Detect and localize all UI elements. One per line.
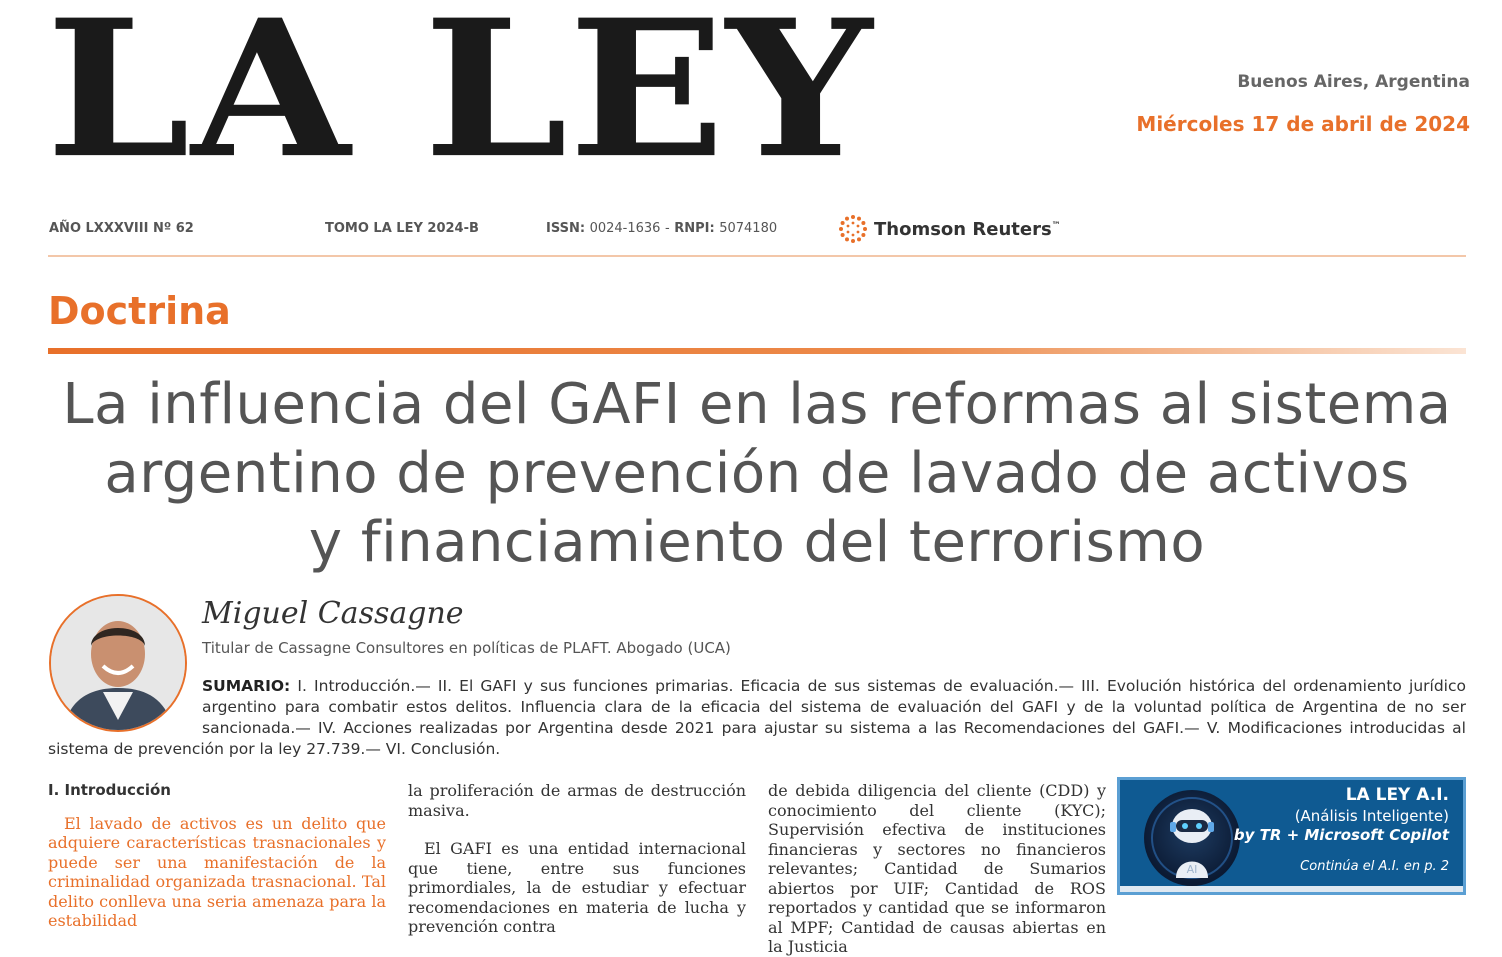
summary-label: SUMARIO:: [202, 677, 291, 695]
ai-box-title: LA LEY A.I.: [1345, 785, 1449, 805]
lead-paragraph: El lavado de activos es un delito que adquiere características trasnacionales y puede ser una manifestación de la criminalidad organizada trasnacional. Tal delito conlleva una seria amenaza para la estabilidad: [48, 813, 386, 930]
article-column-1: [48, 781, 386, 931]
ai-box-continue-link[interactable]: Continúa el A.I. en p. 2: [1300, 859, 1449, 874]
thomson-reuters-dots-icon: [838, 214, 868, 244]
section-title: Doctrina: [48, 289, 231, 333]
article-headline: [40, 370, 1474, 577]
column-2-paragraph-2: El GAFI es una entidad internacional que tiene, entre sus funciones primordiales, la de estudiar y efectuar recomendaciones en materia de lucha y prevención contra: [408, 839, 746, 936]
author-name: Miguel Cassagne: [202, 596, 464, 631]
location: Buenos Aires, Argentina: [1237, 72, 1470, 92]
column-3-paragraph-1: de debida diligencia del cliente (CDD) y conocimiento del cliente (KYC); Supervisión efectiva de instituciones financieras y sectores no financieros relevantes; Cantidad de Sumarios abiertos por UIF; Cantidad de ROS reportados y cantidad que se informaron al MPF; Cantidad de causas abiertas en la Justicia: [768, 781, 1106, 956]
issn-label: ISSN:: [546, 221, 586, 236]
issue-date: Miércoles 17 de abril de 2024: [1136, 112, 1470, 136]
section-divider: [48, 348, 1466, 354]
ai-box-subtitle: (Análisis Inteligente): [1294, 807, 1449, 825]
header-divider: [48, 255, 1466, 257]
summary: [48, 676, 1466, 760]
summary-text: I. Introducción.— II. El GAFI y sus funciones primarias. Eficacia de sus sistemas de evaluación.— III. Evolución histórica del ordenamiento jurídico argentino para combatir estos delitos. Influencia clara de la eficacia del sistema de evaluación del GAFI y de la voluntad política de Argentina de no ser sancionada.— IV. Acciones realizadas por Argentina desde 2021 para ajustar su sistema a las Recomendaciones del GAFI.— V. Modificaciones introducidas al sistema de prevención por la ley 27.739.— VI. Conclusión.: [48, 677, 1466, 758]
article-column-2: [408, 781, 746, 937]
masthead-logo: LA LEY: [46, 0, 874, 201]
thomson-reuters-logo: [838, 214, 1061, 244]
article-column-3: [768, 781, 1106, 957]
author-title: Titular de Cassagne Consultores en políticas de PLAFT. Abogado (UCA): [202, 639, 731, 657]
ai-box-byline: by TR + Microsoft Copilot: [1233, 826, 1449, 844]
rnpi-value: 5074180: [719, 221, 778, 236]
column-2-paragraph-1: la proliferación de armas de destrucción masiva.: [408, 781, 746, 820]
tome: TOMO LA LEY 2024-B: [325, 221, 479, 236]
issn-value: 0024-1636: [589, 221, 661, 236]
headline-line-2: argentino de prevención de lavado de activos: [104, 441, 1410, 506]
issn-rnpi: ISSN: 0024-1636 - RNPI: 5074180: [546, 221, 778, 236]
ai-badge-text: AI: [1186, 863, 1198, 876]
publisher-name: Thomson Reuters™: [874, 218, 1061, 240]
introduction-heading: I. Introducción: [48, 781, 171, 799]
ai-robot-icon: [1144, 790, 1240, 886]
ai-analysis-box[interactable]: [1117, 777, 1466, 895]
headline-line-1: La influencia del GAFI en las reformas al sistema: [62, 372, 1452, 437]
headline-line-3: y financiamiento del terrorismo: [308, 510, 1206, 575]
rnpi-label: RNPI:: [674, 221, 715, 236]
year-number: AÑO LXXXVIII Nº 62: [49, 221, 194, 236]
